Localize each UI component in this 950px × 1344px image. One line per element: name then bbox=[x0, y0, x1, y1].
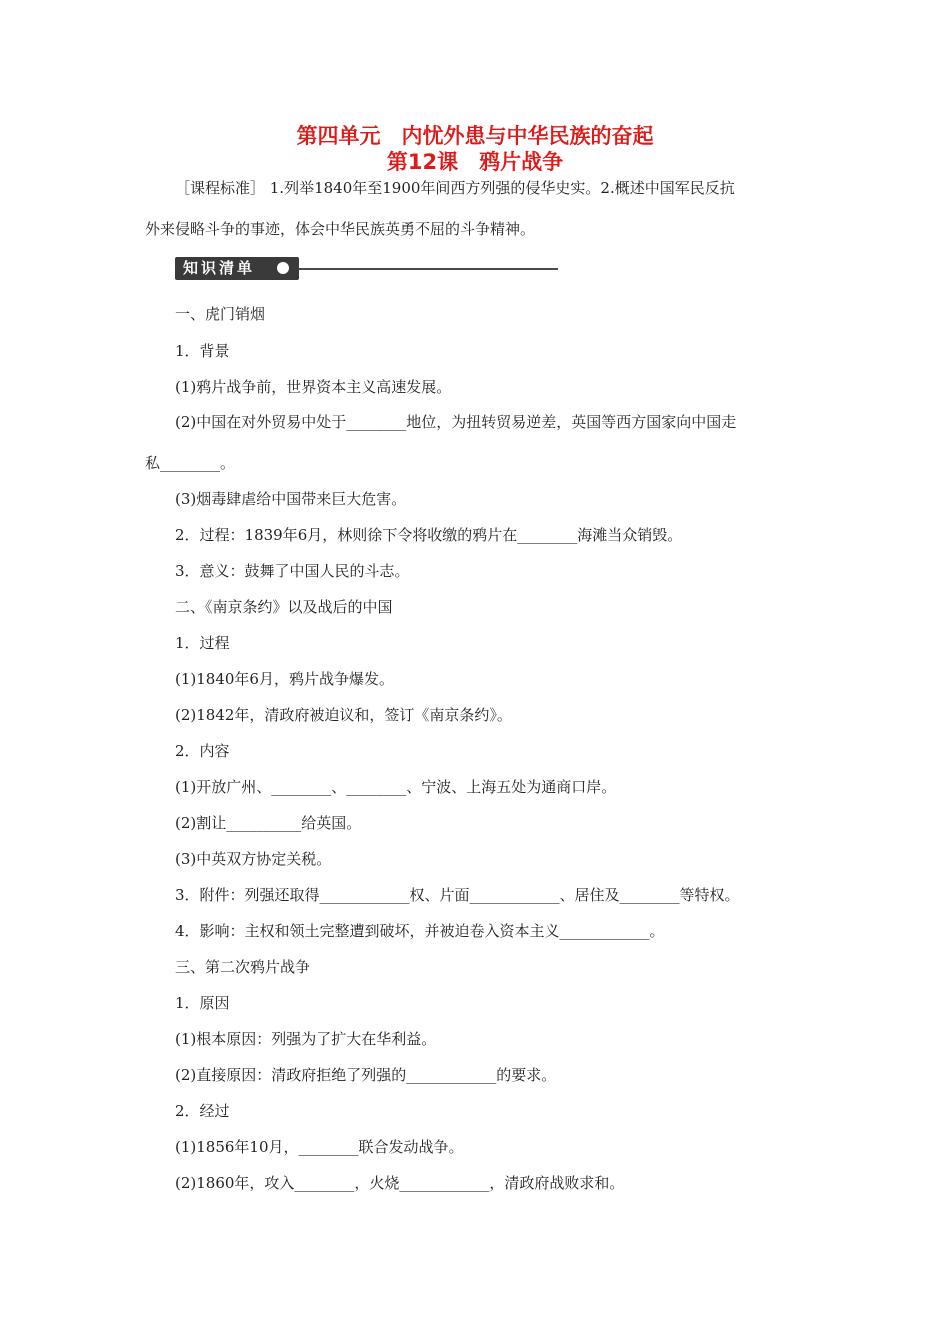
section-divider bbox=[299, 268, 558, 270]
text-line: (3)中英双方协定关税。 bbox=[175, 850, 332, 868]
unit-title: 第四单元 内忧外患与中华民族的奋起 bbox=[296, 124, 654, 148]
knowledge-list-badge bbox=[175, 257, 299, 280]
text-line: 2．内容 bbox=[175, 742, 230, 760]
text-line: 一、虎门销烟 bbox=[175, 305, 266, 323]
text-line: 私________。 bbox=[145, 454, 236, 472]
text-line: (2)割让__________给英国。 bbox=[175, 814, 362, 832]
text-line: (2)1842年，清政府被迫议和，签订《南京条约》。 bbox=[175, 706, 512, 724]
text-line: 三、第二次鸦片战争 bbox=[175, 958, 311, 976]
text-line: (1)根本原因：列强为了扩大在华利益。 bbox=[175, 1030, 437, 1048]
text-line: (3)烟毒肆虐给中国带来巨大危害。 bbox=[175, 490, 407, 508]
course-standard-line-1: ［课程标准］ 1.列举1840年至1900年间西方列强的侵华史实。2.概述中国军民反抗 bbox=[175, 179, 735, 197]
text-line: (2)直接原因：清政府拒绝了列强的____________的要求。 bbox=[175, 1066, 557, 1084]
text-line: 3．附件：列强还取得____________权、片面____________、居住及________等特权。 bbox=[175, 886, 740, 904]
text-line: (2)1860年，攻入________，火烧____________，清政府战败求和。 bbox=[175, 1174, 625, 1192]
badge-label: 知识清单 bbox=[183, 259, 256, 277]
text-line: (1)1840年6月，鸦片战争爆发。 bbox=[175, 670, 394, 688]
lesson-title: 第12课 鸦片战争 bbox=[386, 150, 564, 174]
text-line: 二、《南京条约》以及战后的中国 bbox=[175, 598, 393, 616]
text-line: (1)鸦片战争前，世界资本主义高速发展。 bbox=[175, 378, 452, 396]
text-line: (1)1856年10月，________联合发动战争。 bbox=[175, 1138, 464, 1156]
text-line: (1)开放广州、________、________、宁波、上海五处为通商口岸。 bbox=[175, 778, 617, 796]
text-line: 1．背景 bbox=[175, 342, 230, 360]
text-line: 2．经过 bbox=[175, 1102, 230, 1120]
course-standard-line-2: 外来侵略斗争的事迹，体会中华民族英勇不屈的斗争精神。 bbox=[145, 220, 536, 238]
text-line: 4．影响：主权和领土完整遭到破坏，并被迫卷入资本主义____________。 bbox=[175, 922, 665, 940]
text-line: 2．过程：1839年6月，林则徐下令将收缴的鸦片在________海滩当众销毁。 bbox=[175, 526, 683, 544]
text-line: 3．意义：鼓舞了中国人民的斗志。 bbox=[175, 562, 410, 580]
text-line: 1．过程 bbox=[175, 634, 230, 652]
dot-icon bbox=[277, 262, 289, 274]
text-line: 1．原因 bbox=[175, 994, 230, 1012]
text-line: (2)中国在对外贸易中处于________地位，为扭转贸易逆差，英国等西方国家向中国走 bbox=[175, 413, 737, 431]
